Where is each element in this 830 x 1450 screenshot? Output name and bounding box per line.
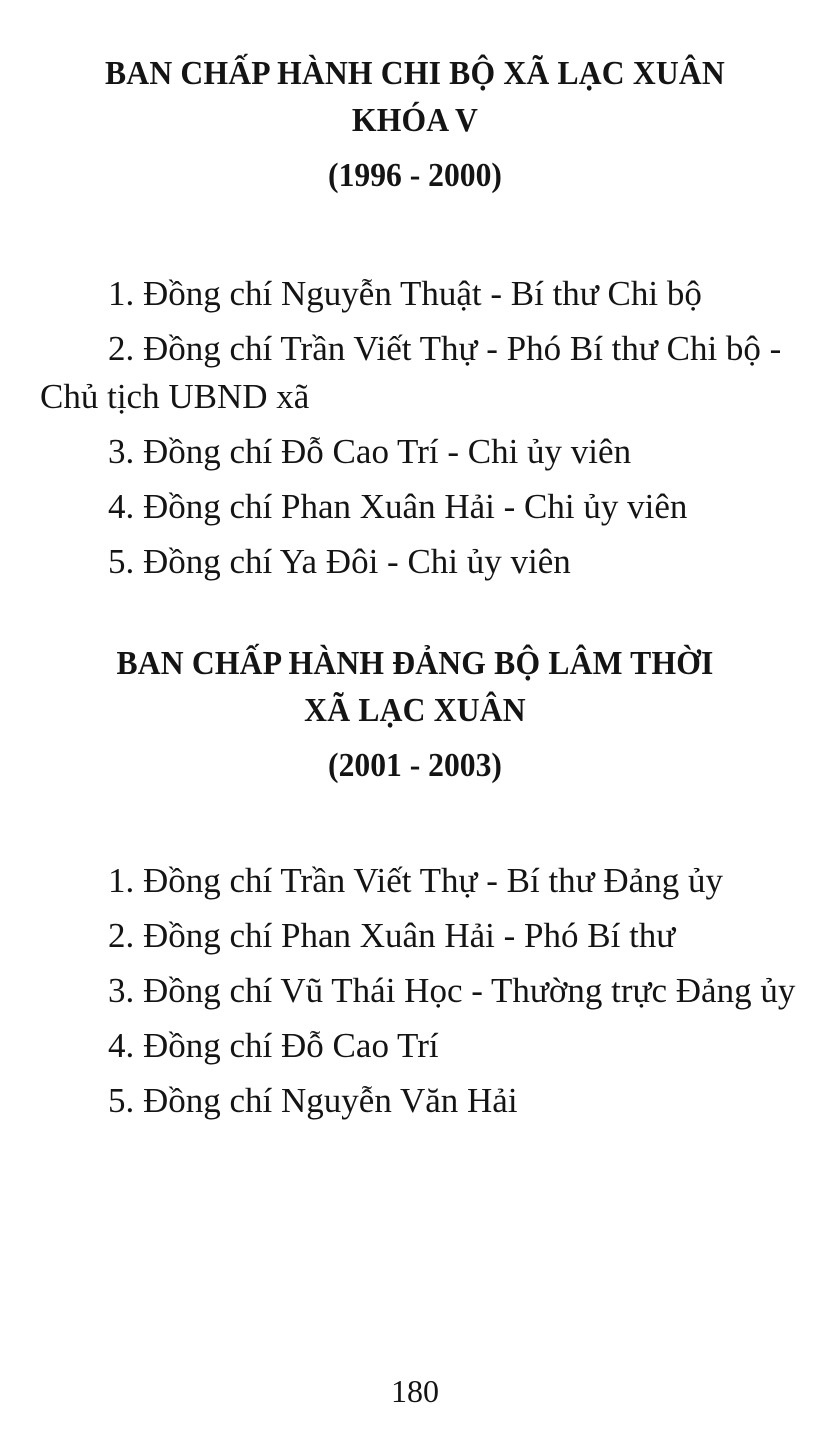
member-list [0, 270, 830, 586]
section-heading-line-1: BAN CHẤP HÀNH ĐẢNG BỘ LÂM THỜI [116, 645, 714, 682]
section-heading-line-1: BAN CHẤP HÀNH CHI BỘ XÃ LẠC XUÂN [105, 55, 725, 92]
member-item: 3. Đồng chí Vũ Thái Học - Thường trực Đảng ủy [108, 971, 796, 1010]
member-item: 1. Đồng chí Nguyễn Thuật - Bí thư Chi bộ [108, 274, 702, 313]
member-item: 1. Đồng chí Trần Viết Thự - Bí thư Đảng ủy [108, 861, 723, 900]
committee-section-2001-2003 [0, 640, 830, 1132]
member-list [0, 857, 830, 1125]
section-period: (1996 - 2000) [328, 157, 502, 194]
section-heading-line-2: KHÓA V [351, 102, 479, 139]
member-item-continuation: Chủ tịch UBND xã [40, 377, 310, 416]
section-heading-line-2: XÃ LẠC XUÂN [304, 692, 526, 729]
member-item: 4. Đồng chí Đỗ Cao Trí [108, 1026, 439, 1065]
committee-section-1996-2000 [0, 50, 830, 593]
page-number: 180 [391, 1373, 439, 1409]
member-item: 5. Đồng chí Nguyễn Văn Hải [108, 1081, 518, 1120]
member-item: 2. Đồng chí Phan Xuân Hải - Phó Bí thư [108, 916, 676, 955]
member-item: 4. Đồng chí Phan Xuân Hải - Chi ủy viên [108, 487, 688, 526]
member-item [0, 325, 830, 421]
member-item: 3. Đồng chí Đỗ Cao Trí - Chi ủy viên [108, 432, 632, 471]
member-item-text: 2. Đồng chí Trần Viết Thự - Phó Bí thư Chi bộ - [108, 329, 782, 368]
member-item: 5. Đồng chí Ya Đôi - Chi ủy viên [108, 542, 571, 581]
section-period: (2001 - 2003) [328, 747, 502, 784]
